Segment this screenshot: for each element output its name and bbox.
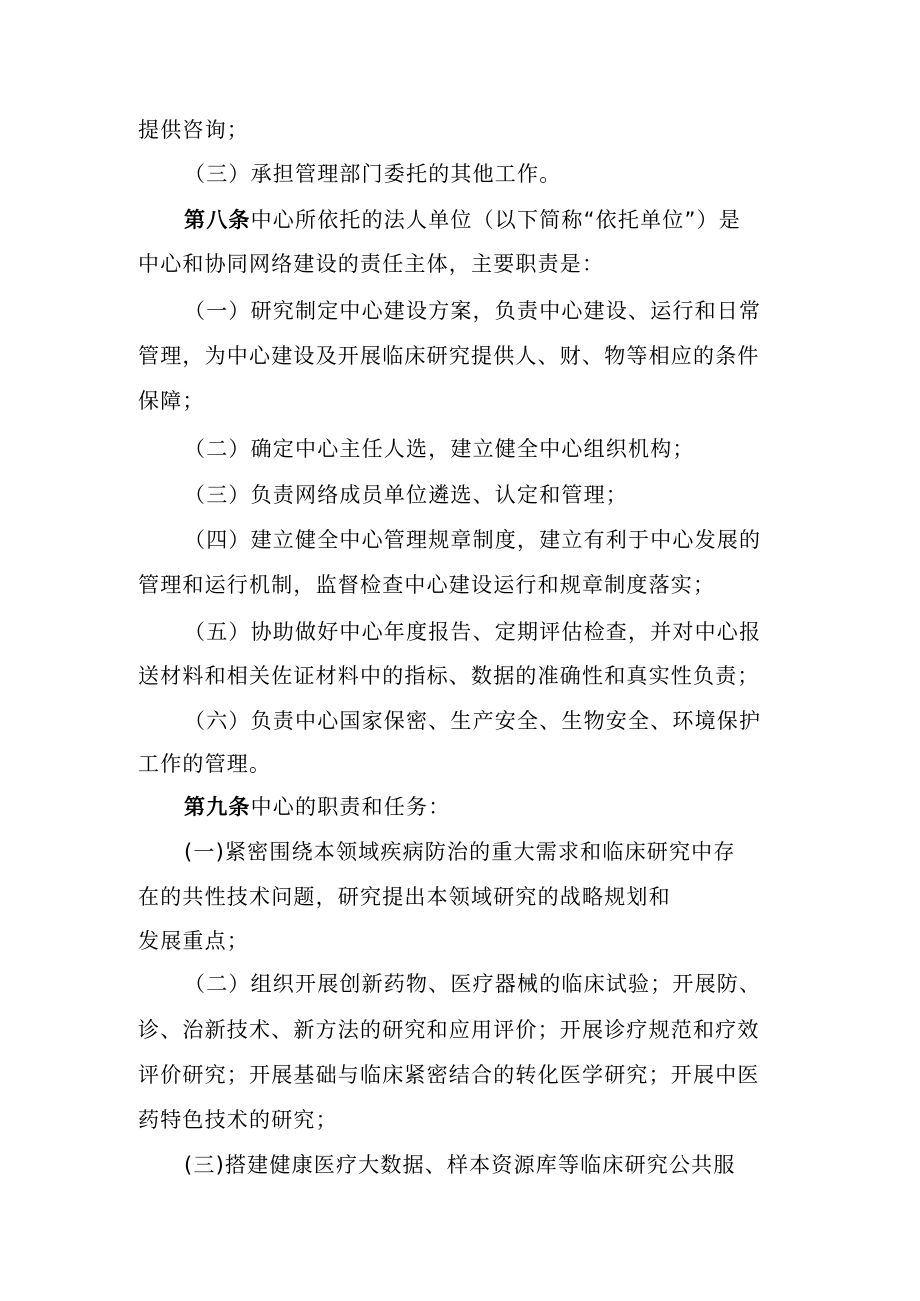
text-line: （五）协助做好中心年度报告、定期评估检查，并对中心报 [184, 620, 762, 644]
article-8-heading: 第八条 [184, 208, 251, 232]
article-9-line [184, 793, 450, 821]
text-line: 管理和运行机制，监督检查中心建设运行和规章制度落实； [138, 573, 716, 597]
text-line: 中心所依托的法人单位（以下简称“依托单位”）是 [250, 208, 741, 232]
text-line: （一）研究制定中心建设方案，负责中心建设、运行和日常 [184, 299, 762, 323]
text-line: 中心和协同网络建设的责任主体，主要职责是： [138, 252, 605, 276]
text-line: （六）负责中心国家保密、生产安全、生物安全、环境保护 [184, 709, 762, 733]
text-line: （二）组织开展创新药物、医疗器械的临床试验；开展防、 [184, 972, 762, 996]
text-line: 发展重点； [138, 929, 249, 953]
text-line: （三）负责网络成员单位遴选、认定和管理； [184, 483, 628, 507]
text-line: 在的共性技术问题，研究提出本领域研究的战略规划和 [138, 885, 671, 909]
text-line: 送材料和相关佐证材料中的指标、数据的准确性和真实性负责； [138, 664, 760, 688]
text-line: （四）建立健全中心管理规章制度，建立有利于中心发展的 [184, 528, 762, 552]
text-line: 管理，为中心建设及开展临床研究提供人、财、物等相应的条件 [138, 344, 760, 368]
text-line: 保障； [138, 389, 205, 413]
text-line: （三）承担管理部门委托的其他工作。 [184, 162, 562, 186]
text-line: 药特色技术的研究； [138, 1108, 338, 1132]
text-line: 诊、治新技术、新方法的研究和应用评价；开展诊疗规范和疗效 [138, 1018, 760, 1042]
text-line: （二）确定中心主任人选，建立健全中心组织机构； [184, 437, 695, 461]
text-line: 评价研究；开展基础与临床紧密结合的转化医学研究；开展中医 [138, 1063, 760, 1087]
text-line: (一)紧密围绕本领域疾病防治的重大需求和临床研究中存 [184, 840, 736, 864]
text-line: 中心的职责和任务： [250, 795, 451, 819]
article-9-heading: 第九条 [184, 795, 251, 819]
article-8-line [184, 206, 741, 234]
text-line: 提供咨询； [138, 118, 249, 142]
text-line: (三)搭建健康医疗大数据、样本资源库等临床研究公共服 [184, 1153, 736, 1177]
text-line: 工作的管理。 [138, 752, 272, 776]
